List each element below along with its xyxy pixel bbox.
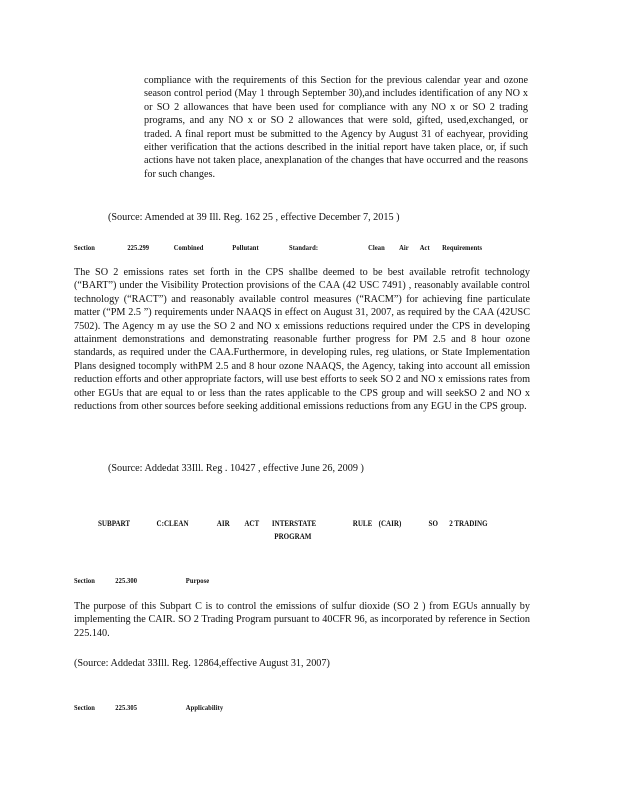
subpart-word: C:CLEAN	[156, 519, 189, 528]
subpart-word: (CAIR)	[378, 519, 402, 528]
section-number: 225.300	[115, 576, 138, 585]
section-title-word: Act	[419, 243, 430, 252]
source-note-added-2007: (Source: Addedat 33Ill. Reg. 12864,effective August 31, 2007)	[74, 658, 330, 669]
section-label: Section	[74, 576, 95, 585]
section-title-word: Air	[399, 243, 409, 252]
section-title-word: Pollutant	[232, 243, 259, 252]
section-300-body	[74, 600, 530, 640]
section-title-word: Combined	[173, 243, 204, 252]
section-title-word: Requirements	[442, 243, 483, 252]
subpart-word: AIR	[216, 519, 230, 528]
section-number: 225.305	[115, 703, 138, 712]
section-299-text: The SO 2 emissions rates set forth in the CPS shallbe deemed to be best available retrofit technology (“BART”) under the Visibility Protection provisions of the CAA (42 USC 7491) , reasonably available control technology (“RACT”) and reasonably available control measures (“RACM”) for achieving fine particulate matter (“PM 2.5 ”) requirements under NAAQS in effect on August 31, 2007, as required by the CAA (42USC 7502). The Agency m ay use the SO 2 and NO x emissions reductions required under the CPS in developing attainment demonstrations and demonstrating reasonable further progress for PM 2.5 and 8 hour ozone standards, as required under the CAA.Furthermore, in developing rules, reg ulations, or State Implementation Plans designed tocomply withPM 2.5 and 8 hour ozone NAAQS, the Agency, taking into account all emission reduction efforts and other appropriate factors, will use best efforts to seek SO 2 and NO x emissions rates from other EGUs that are equal to or less than the rates applicable to the CPS group and will seekSO 2 and NO x reductions from other sources before seeking additional emissions reductions from any EGU in the CPS group.	[74, 267, 530, 413]
subpart-word: ACT	[244, 519, 260, 528]
continuation-paragraph	[144, 74, 528, 181]
section-title-word: Standard:	[289, 243, 319, 252]
section-heading-225-305	[74, 703, 223, 712]
source-note-amended: (Source: Amended at 39 Ill. Reg. 162 25 , effective December 7, 2015 )	[108, 212, 400, 223]
subpart-heading	[98, 519, 488, 541]
subpart-word: SUBPART	[98, 519, 131, 528]
section-heading-225-299	[74, 243, 482, 252]
subpart-word: 2 TRADING	[449, 519, 488, 528]
section-title-word: Clean	[368, 243, 385, 252]
subpart-word: RULE	[352, 519, 373, 528]
section-300-text: The purpose of this Subpart C is to control the emissions of sulfur dioxide (SO 2 ) from EGUs annually by implementing the CAIR. SO 2 Trading Program pursuant to 40CFR 96, as incorporated by reference in Section 225.140.	[74, 601, 530, 639]
section-label: Section	[74, 243, 95, 252]
section-title: Purpose	[185, 576, 210, 585]
subpart-line2: PROGRAM	[274, 532, 312, 541]
section-label: Section	[74, 703, 95, 712]
subpart-word: SO	[428, 519, 438, 528]
continuation-text: compliance with the requirements of this Section for the previous calendar year and ozone season control period (May 1 through September 30),and includes identification of any NO x or SO 2 allowances that have been used for compliance with any NO x or SO 2 trading programs, and any NO x or SO 2 allowances that were sold, gifted, used,exchanged, or traded. A final report must be submitted to the Agency by August 31 of eachyear, providing either verification that the actions described in the initial report have taken place, or, if such actions have not taken place, anexplanation of the changes that have occurred and the reasons for such changes.	[144, 75, 528, 180]
section-299-body	[74, 266, 530, 413]
section-number: 225.299	[127, 243, 150, 252]
section-title: Applicability	[185, 703, 224, 712]
subpart-word: INTERSTATE	[271, 519, 317, 528]
source-note-added-2009: (Source: Addedat 33Ill. Reg . 10427 , effective June 26, 2009 )	[108, 463, 364, 474]
section-heading-225-300	[74, 576, 209, 585]
